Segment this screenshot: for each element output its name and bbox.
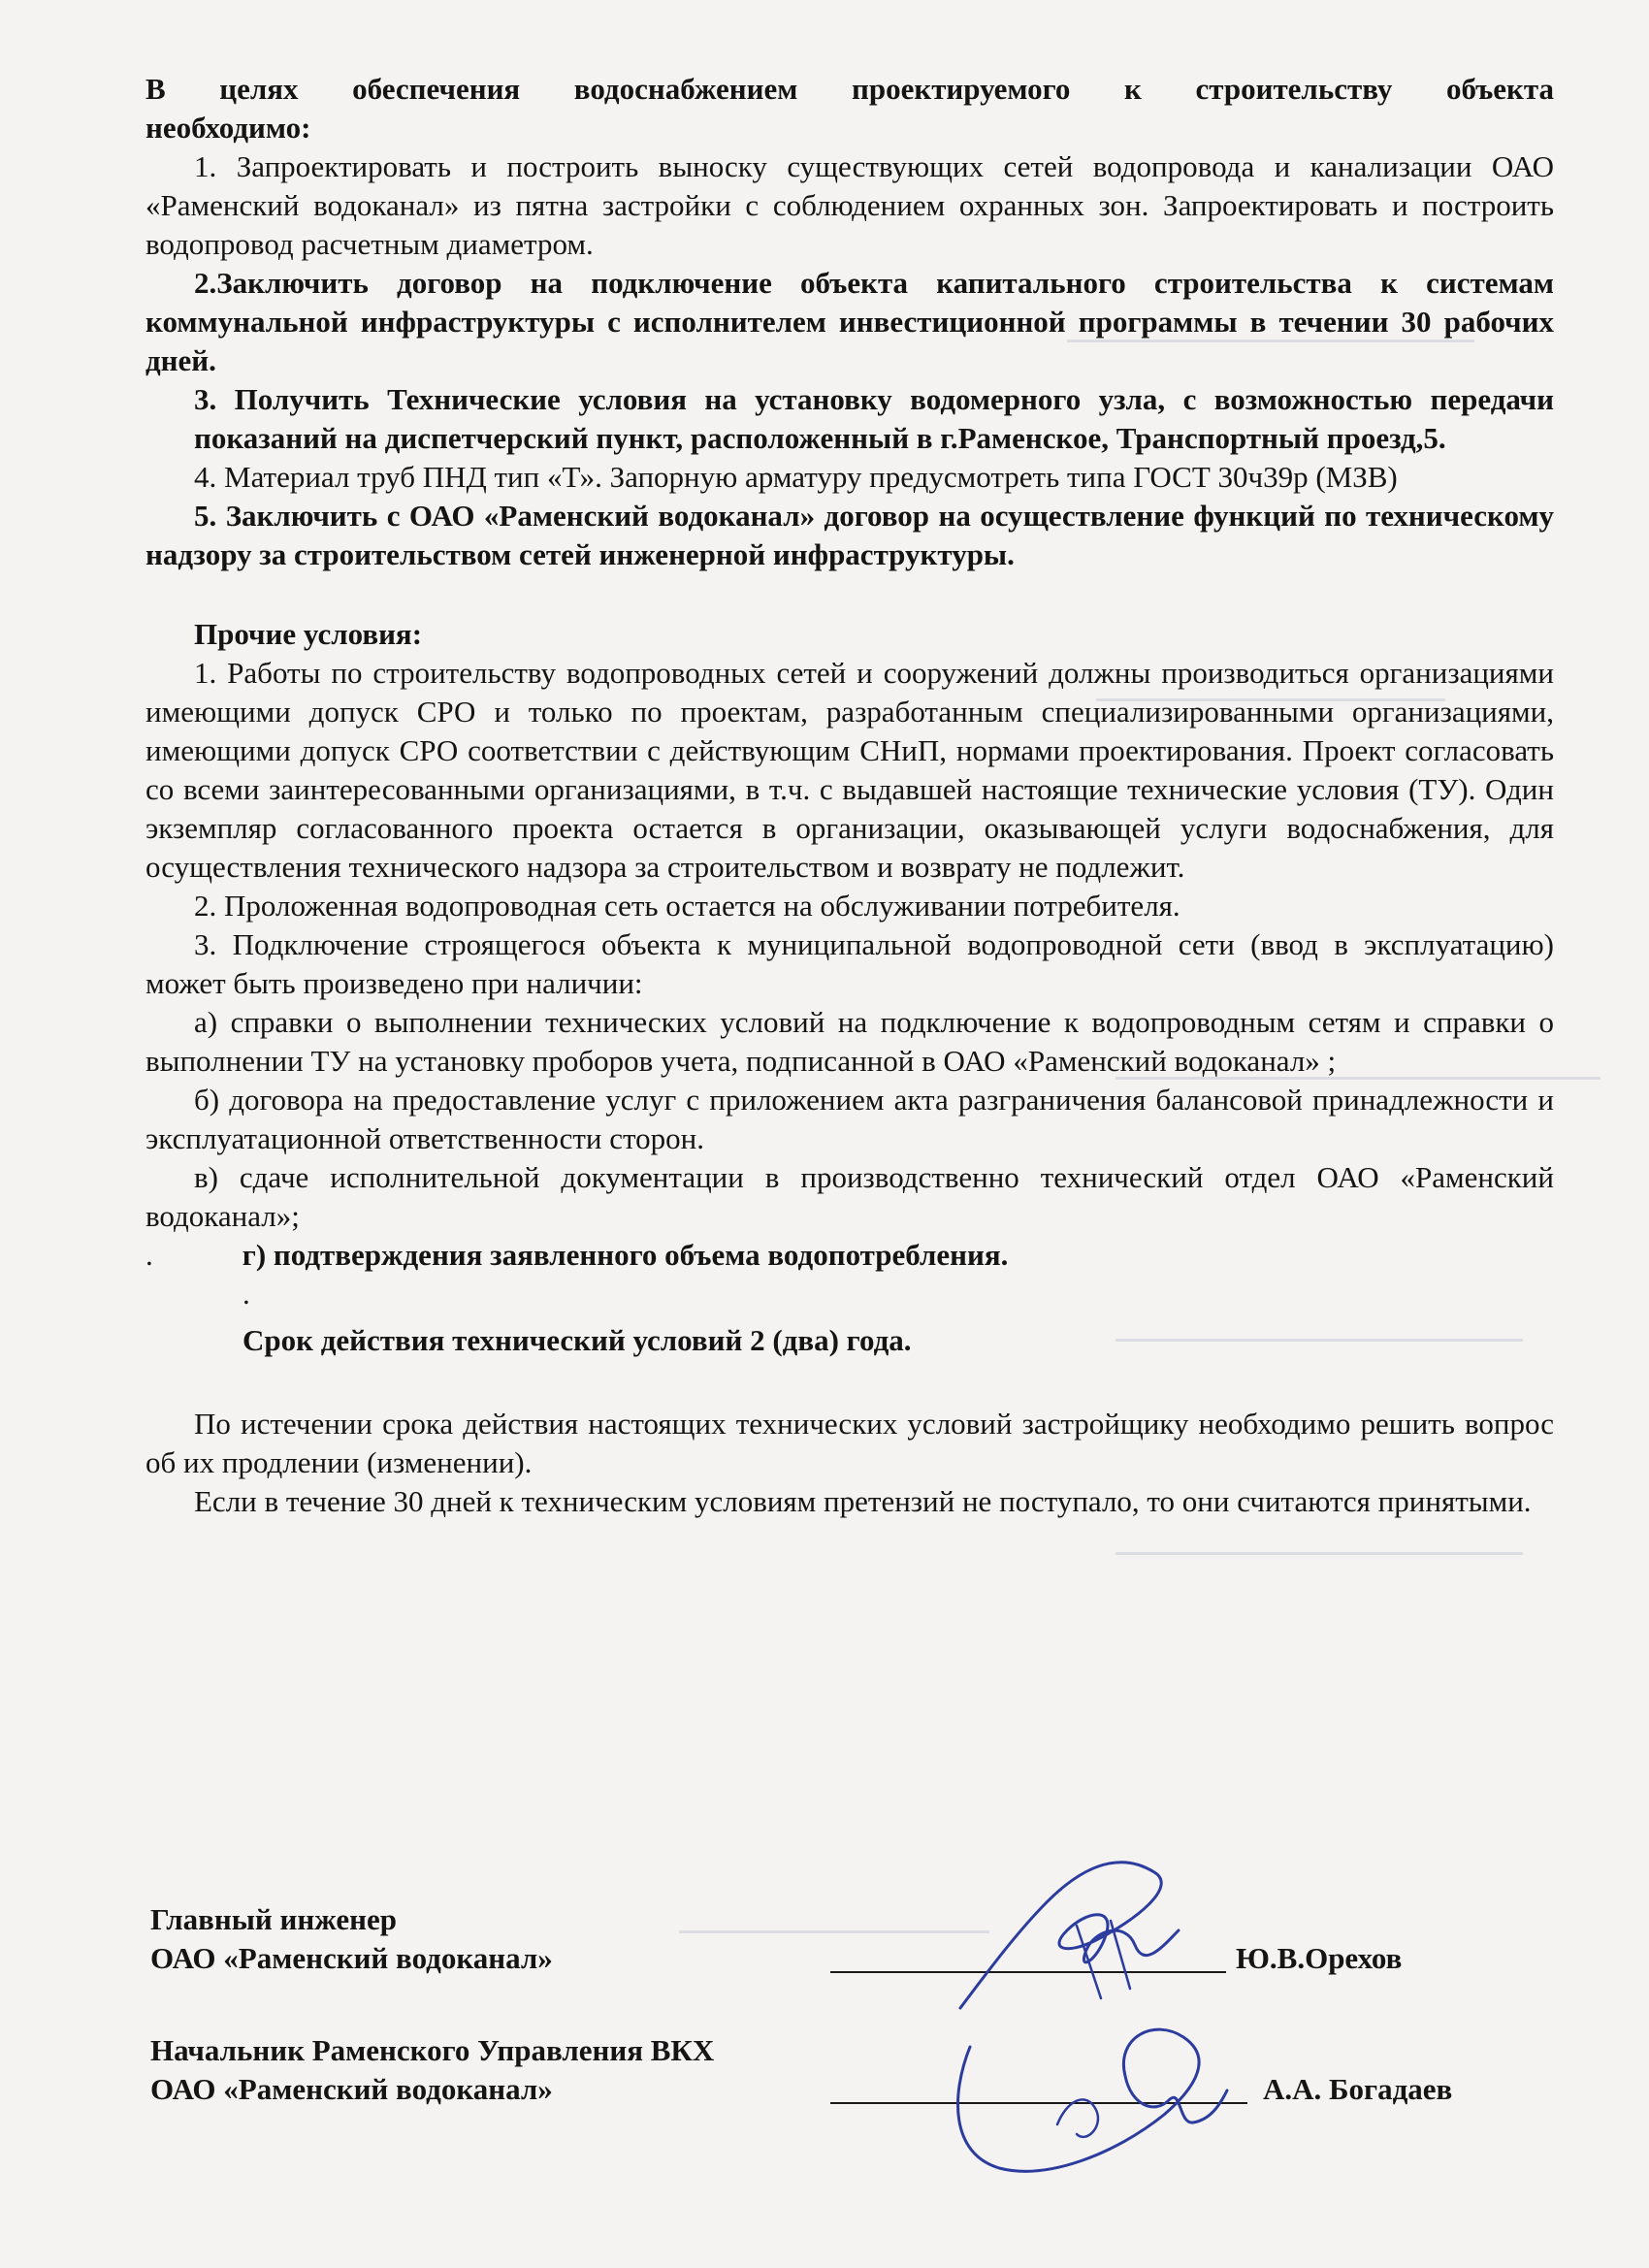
acceptance-note: Если в течение 30 дней к техническим условиям претензий не поступало, то они считаются принятыми. [194, 1484, 1532, 1518]
other-conditions-heading: Прочие условия: [194, 617, 423, 651]
signer-1-name: Ю.В.Орехов [1236, 1941, 1403, 1975]
signer-2-org: ОАО «Раменский водоканал» [150, 2072, 553, 2106]
requirement-2: 2.Заключить договор на подключение объекта капитального строительства к системам коммунальной инфраструктуры с исполнителем инвестиционной программы в течении 30 рабочих дней. [146, 266, 1554, 377]
validity-period: Срок действия технический условий 2 (два) года. [242, 1323, 912, 1357]
signer-2-title: Начальник Раменского Управления ВКХ [150, 2033, 715, 2067]
subcondition-b: б) договора на предоставление услуг с приложением акта разграничения балансовой принадлежности и эксплуатационной ответственности сторон. [146, 1083, 1554, 1155]
requirement-3: 3. Получить Технические условия на установку водомерного узла, с возможностью передачи показаний на диспетчерский пункт, расположенный в г.Раменское, Транспортный проезд,5. [194, 382, 1554, 455]
expiry-note: По истечении срока действия настоящих технических условий застройщику необходимо решить вопрос об их продлении (изменении). [146, 1407, 1554, 1479]
requirement-5: 5. Заключить с ОАО «Раменский водоканал» договор на осуществление функций по техническому надзору за строительством сетей инженерной инфраструктуры. [146, 499, 1554, 571]
other-condition-3: 3. Подключение строящегося объекта к муниципальной водопроводной сети (ввод в эксплуатацию) может быть произведено при наличии: [146, 927, 1554, 1000]
document-body [146, 70, 1554, 1521]
subcondition-d-line [146, 1236, 1554, 1275]
intro-line-2: необходимо: [146, 111, 311, 145]
subcondition-c: в) сдаче исполнительной документации в производственно технический отдел ОАО «Раменский водоканал»; [146, 1160, 1554, 1233]
requirement-1: 1. Запроектировать и построить выноску существующих сетей водопровода и канализации ОАО «Раменский водоканал» из пятна застройки с соблюдением охранных зон. Запроектировать и построить водопровод расчетным диаметром. [146, 149, 1554, 261]
subcondition-d: г) подтверждения заявленного объема водопотребления. [242, 1238, 1009, 1272]
dot-mark: . [146, 1238, 153, 1272]
other-condition-1: 1. Работы по строительству водопроводных сетей и сооружений должны производиться организациями имеющими допуск СРО и только по проектам, разработанным специализированными организациями, имеющими допуск СРО соответствии с действующим СНиП, нормами проектирования. Проект согласовать со всеми заинтересованными организациями, в т.ч. с выдавшей настоящие технические условия (ТУ). Один экземпляр согласованного проекта остается в организации, оказывающей услуги водоснабжения, для осуществления технического надзора за строительством и возврату не подлежит. [146, 656, 1554, 884]
other-condition-2: 2. Проложенная водопроводная сеть остается на обслуживании потребителя. [194, 889, 1180, 923]
signer-1-org: ОАО «Раменский водоканал» [150, 1941, 553, 1975]
handwritten-signature-1 [931, 1853, 1222, 2018]
intro-line-1: В целях обеспечения водоснабжением проектируемого к строительству объекта [146, 72, 1554, 106]
signer-2-name: А.А. Богадаев [1263, 2072, 1453, 2106]
subcondition-a: а) справки о выполнении технических условий на подключение к водопроводным сетям и справки о выполнении ТУ на установку проборов учета, подписанной в ОАО «Раменский водоканал» ; [146, 1005, 1554, 1078]
handwritten-signature-2 [931, 2008, 1251, 2183]
stray-dot: . [242, 1277, 250, 1311]
signer-1-title: Главный инженер [150, 1902, 397, 1936]
requirement-4: 4. Материал труб ПНД тип «Т». Запорную арматуру предусмотреть типа ГОСТ 30ч39р (МЗВ) [194, 460, 1398, 494]
